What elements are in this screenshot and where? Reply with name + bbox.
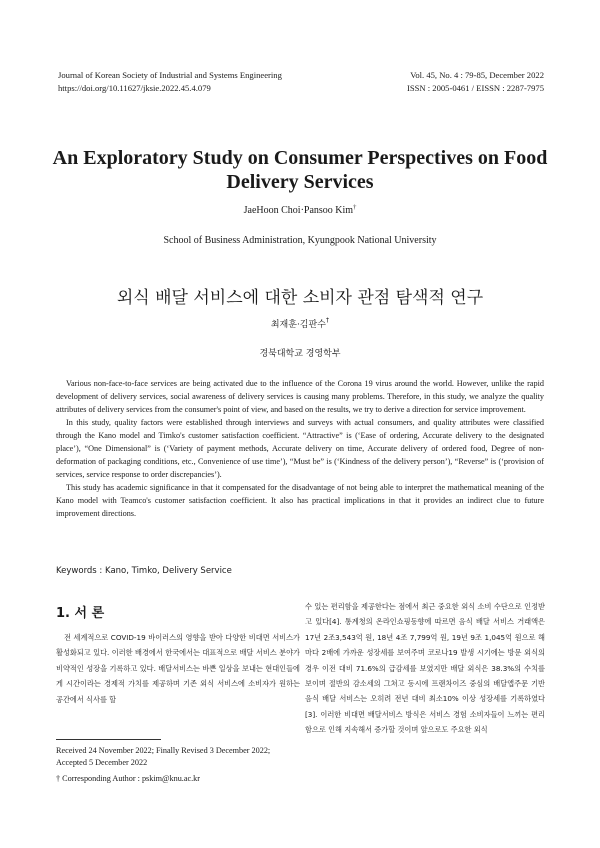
issn-info: ISSN : 2005-0461 / EISSN : 2287-7975 bbox=[406, 82, 544, 93]
corresponding-mark: † bbox=[353, 204, 357, 211]
volume-info: Vol. 45, No. 4 : 79-85, December 2022 bbox=[410, 70, 544, 80]
authors-ko bbox=[0, 317, 600, 330]
doi-link[interactable]: https://doi.org/10.11627/jksie.2022.45.4.079 bbox=[58, 82, 211, 93]
journal-name: Journal of Korean Society of Industrial and Systems Engineering bbox=[58, 70, 282, 80]
keywords-separator: : bbox=[96, 566, 106, 576]
journal-header-right bbox=[407, 69, 544, 94]
abstract-paragraph: In this study, quality factors were established through interviews and surveys with actual consumers, and quality attributes were classified through the Kano model and Timko's customer satisfaction coefficient. “Attractive” is (‘Ease of ordering, Accurate delivery to the designated place’), “One Dimensional” is (‘Variety of payment methods, Accurate delivery on time, Accurate delivery of ordered food, Degree of non-deformation of packaging conditions, etc., Convenience of use time’), “Must be” is (‘Kindness of the delivery person’), “Reverse” is (‘provision of services, service response to order discrepancies’). bbox=[56, 418, 544, 479]
keywords bbox=[56, 566, 232, 576]
footnote-divider bbox=[56, 739, 161, 740]
keywords-label: Keywords bbox=[56, 566, 97, 576]
corresponding-author-text: Corresponding Author : pskim@knu.ac.kr bbox=[62, 773, 200, 783]
received-dates: Received 24 November 2022; Finally Revised 3 December 2022; Accepted 5 December 2022 bbox=[56, 746, 271, 768]
abstract bbox=[56, 377, 544, 520]
abstract-paragraph: Various non-face-to-face services are being activated due to the influence of the Corona 19 virus around the world. However, unlike the rapid development of delivery services, social awareness of delivery services is causing many problems. Therefore, in this study, we analyze the quality attributes of delivery services from the consumer's point of view, and based on the results, we try to derive a direction for service improvement. bbox=[56, 379, 544, 414]
corresponding-mark-ko: † bbox=[325, 316, 330, 324]
affiliation-en: School of Business Administration, Kyungpook National University bbox=[163, 235, 437, 246]
authors-en-names: JaeHoon Choi·Pansoo Kim bbox=[243, 205, 354, 216]
section-heading: 1. 서 론 bbox=[56, 606, 105, 621]
abstract-paragraph: This study has academic significance in that it compensated for the disadvantage of not being able to interpret the mathematical meaning of the Kano model with Teamco's customer satisfaction coefficient. It also has practical implications in that it provides an indirect clue to future improvement directions. bbox=[56, 483, 544, 518]
authors-en bbox=[0, 205, 600, 216]
body-column-left bbox=[56, 630, 300, 707]
paper-title-en: An Exploratory Study on Consumer Perspectives on Food Delivery Services bbox=[52, 147, 548, 193]
keywords-value: Kano, Timko, Delivery Service bbox=[105, 566, 232, 576]
body-column-right bbox=[305, 599, 545, 738]
journal-header-left bbox=[58, 69, 282, 94]
body-paragraph: 전 세계적으로 COVID-19 바이러스의 영향을 받아 다양한 비대면 서비스가 활성화되고 있다. 이러한 배경에서 한국에서는 대표적으로 배달 서비스 분야가 비약적인 성장을 기록하고 있다. 배달서비스는 바쁜 일상을 보내는 현대인들에게 시간이라는 경제적 가치를 제공하며 기존 외식 서비스에 소비자가 원하는 공간에서 식사를 할 bbox=[56, 633, 300, 704]
paper-title-ko: 외식 배달 서비스에 대한 소비자 관점 탐색적 연구 bbox=[116, 288, 484, 308]
corresponding-author bbox=[56, 773, 300, 785]
authors-ko-names: 최재훈·김판수 bbox=[270, 320, 326, 330]
footnote-mark: † bbox=[56, 773, 61, 783]
affiliation-ko: 경북대학교 경영학부 bbox=[259, 349, 341, 359]
footnote bbox=[56, 745, 300, 785]
body-paragraph: 수 있는 편리함을 제공한다는 점에서 최근 중요한 외식 소비 수단으로 인정받고 있다[4]. 통계청의 온라인쇼핑동향에 따르면 음식 배달 서비스 거래액은 17년 2조3,543억 원, 18년 4조 7,799억 원, 19년 9조 1,045억 원으로 해마다 2배에 가까운 성장세를 보여주며 코로나19 발생 시기에는 방문 외식의 경우 이전 대비 71.6%의 급감세를 보였지만 배달 외식은 38.3%의 수치를 보이며 절반의 감소세의 그쳐고 동시에 프랜차이즈 중심의 배달앱주문 기반 음식 배달 서비스는 오히려 전년 대비 최소10% 이상 성장세를 기록하였다[3]. 이러한 비대면 배달서비스 방식은 서비스 경험 소비자들이 느끼는 편리함으로 인해 지속해서 증가할 것이며 앞으로도 주요한 외식 bbox=[305, 602, 545, 735]
